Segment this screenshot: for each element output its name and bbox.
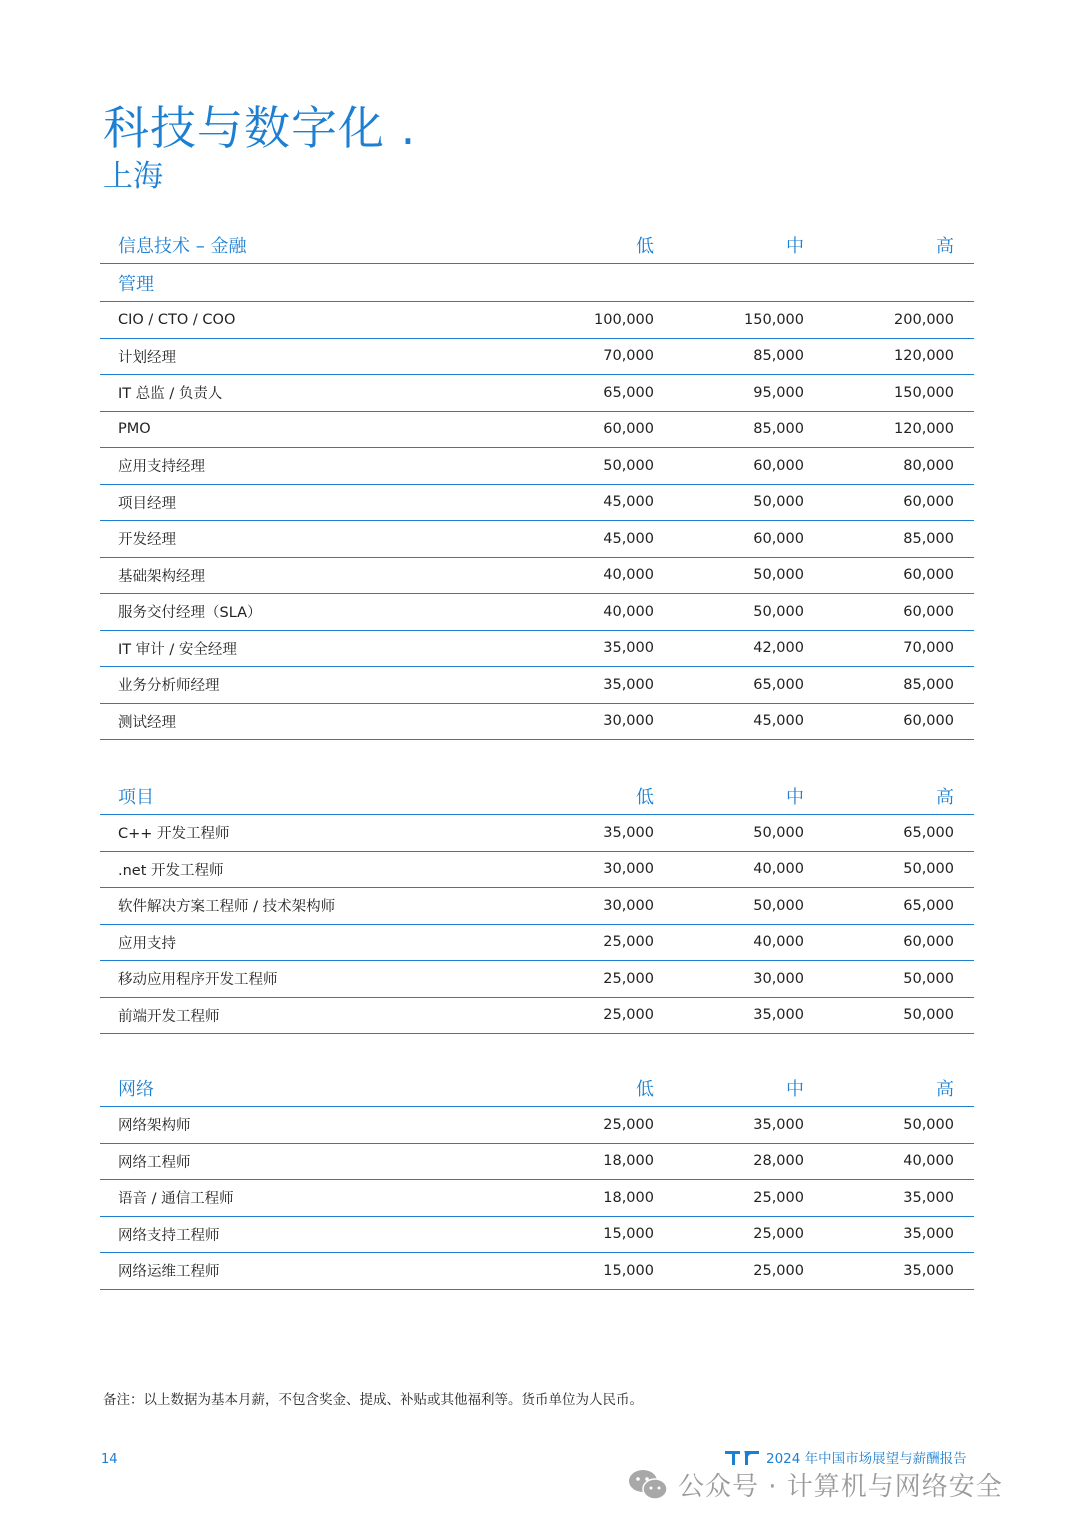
- col-low: 低: [636, 1078, 654, 1100]
- salary-mid-cell: 42,000: [753, 640, 804, 657]
- salary-mid-cell: 65,000: [753, 676, 804, 693]
- col-high: 高: [936, 235, 954, 257]
- salary-low-cell: 25,000: [603, 1116, 654, 1133]
- salary-low-cell: 15,000: [603, 1226, 654, 1243]
- col-mid: 中: [786, 1078, 804, 1100]
- table-row: [100, 998, 974, 1035]
- salary-low-cell: 100,000: [594, 311, 654, 328]
- table-header: [100, 1069, 974, 1107]
- job-title-cell: CIO / CTO / COO: [118, 311, 236, 328]
- col-mid: 中: [786, 235, 804, 257]
- salary-low-cell: 35,000: [603, 676, 654, 693]
- salary-high-cell: 50,000: [903, 970, 954, 987]
- col-high: 高: [936, 1078, 954, 1100]
- col-mid: 中: [786, 786, 804, 808]
- table-row: [100, 1180, 974, 1217]
- salary-low-cell: 30,000: [603, 897, 654, 914]
- salary-high-cell: 85,000: [903, 676, 954, 693]
- salary-low-cell: 35,000: [603, 640, 654, 657]
- job-title-cell: 移动应用程序开发工程师: [118, 972, 278, 989]
- table-row: [100, 448, 974, 485]
- salary-high-cell: 120,000: [894, 348, 954, 365]
- job-title-cell: 应用支持: [118, 935, 176, 952]
- salary-low-cell: 70,000: [603, 348, 654, 365]
- job-title-cell: 前端开发工程师: [118, 1008, 220, 1025]
- salary-low-cell: 60,000: [603, 421, 654, 438]
- salary-high-cell: 50,000: [903, 1007, 954, 1024]
- salary-low-cell: 25,000: [603, 934, 654, 951]
- table-row: [100, 888, 974, 925]
- wechat-icon: [628, 1468, 668, 1502]
- salary-low-cell: 45,000: [603, 494, 654, 511]
- category-row: [100, 264, 974, 302]
- salary-mid-cell: 25,000: [753, 1189, 804, 1206]
- table-row: [100, 412, 974, 449]
- table-row: [100, 1217, 974, 1254]
- salary-high-cell: 120,000: [894, 421, 954, 438]
- page-title: 科技与数字化 .: [103, 101, 417, 155]
- salary-low-cell: 30,000: [603, 861, 654, 878]
- job-title-cell: 基础架构经理: [118, 568, 205, 585]
- job-title-cell: PMO: [118, 421, 151, 438]
- table-row: [100, 339, 974, 376]
- salary-low-cell: 18,000: [603, 1189, 654, 1206]
- salary-high-cell: 60,000: [903, 567, 954, 584]
- salary-mid-cell: 40,000: [753, 934, 804, 951]
- salary-mid-cell: 40,000: [753, 861, 804, 878]
- salary-low-cell: 35,000: [603, 824, 654, 841]
- salary-low-cell: 65,000: [603, 384, 654, 401]
- job-title-cell: IT 审计 / 安全经理: [118, 641, 237, 658]
- salary-low-cell: 50,000: [603, 457, 654, 474]
- table-title: 项目: [118, 786, 154, 808]
- report-footer: [724, 1447, 967, 1467]
- job-title-cell: 网络架构师: [118, 1118, 191, 1135]
- salary-high-cell: 60,000: [903, 494, 954, 511]
- salary-high-cell: 65,000: [903, 897, 954, 914]
- job-title-cell: 网络工程师: [118, 1154, 191, 1171]
- table-row: [100, 815, 974, 852]
- table-title: 网络: [118, 1078, 154, 1100]
- salary-mid-cell: 150,000: [744, 311, 804, 328]
- salary-low-cell: 40,000: [603, 603, 654, 620]
- watermark-text: 公众号 · 计算机与网络安全: [678, 1472, 1003, 1502]
- salary-table-it-finance: [100, 226, 974, 740]
- salary-high-cell: 70,000: [903, 640, 954, 657]
- salary-mid-cell: 25,000: [753, 1226, 804, 1243]
- salary-mid-cell: 45,000: [753, 713, 804, 730]
- salary-low-cell: 15,000: [603, 1262, 654, 1279]
- table-row: [100, 961, 974, 998]
- salary-mid-cell: 50,000: [753, 603, 804, 620]
- category-label: 管理: [118, 273, 154, 295]
- watermark: [628, 1466, 1003, 1503]
- table-body: [100, 1107, 974, 1290]
- table-row: [100, 925, 974, 962]
- salary-mid-cell: 60,000: [753, 457, 804, 474]
- table-row: [100, 631, 974, 668]
- job-title-cell: C++ 开发工程师: [118, 826, 230, 843]
- table-body: [100, 302, 974, 740]
- salary-low-cell: 18,000: [603, 1153, 654, 1170]
- job-title-cell: 网络支持工程师: [118, 1227, 220, 1244]
- salary-mid-cell: 95,000: [753, 384, 804, 401]
- page-subtitle: 上海: [103, 159, 163, 194]
- table-row: [100, 302, 974, 339]
- job-title-cell: 项目经理: [118, 495, 176, 512]
- salary-high-cell: 40,000: [903, 1153, 954, 1170]
- salary-high-cell: 85,000: [903, 530, 954, 547]
- salary-mid-cell: 50,000: [753, 897, 804, 914]
- salary-mid-cell: 35,000: [753, 1116, 804, 1133]
- job-title-cell: 测试经理: [118, 714, 176, 731]
- job-title-cell: 语音 / 通信工程师: [118, 1191, 234, 1208]
- table-row: [100, 375, 974, 412]
- footnote: 备注：以上数据为基本月薪，不包含奖金、提成、补贴或其他福利等。货币单位为人民币。: [103, 1392, 643, 1408]
- salary-mid-cell: 28,000: [753, 1153, 804, 1170]
- salary-high-cell: 35,000: [903, 1262, 954, 1279]
- salary-high-cell: 50,000: [903, 1116, 954, 1133]
- job-title-cell: 软件解决方案工程师 / 技术架构师: [118, 899, 336, 916]
- salary-high-cell: 60,000: [903, 713, 954, 730]
- salary-mid-cell: 50,000: [753, 494, 804, 511]
- job-title-cell: 计划经理: [118, 349, 176, 366]
- table-row: [100, 704, 974, 741]
- table-row: [100, 1253, 974, 1290]
- table-row: [100, 1144, 974, 1181]
- brand-logo-icon: [724, 1448, 760, 1466]
- page-number: 14: [101, 1452, 118, 1467]
- table-body: [100, 815, 974, 1034]
- table-title: 信息技术 – 金融: [118, 235, 247, 257]
- job-title-cell: .net 开发工程师: [118, 862, 224, 879]
- table-row: [100, 852, 974, 889]
- table-header: [100, 777, 974, 815]
- job-title-cell: 应用支持经理: [118, 459, 205, 476]
- salary-high-cell: 35,000: [903, 1226, 954, 1243]
- job-title-cell: 开发经理: [118, 532, 176, 549]
- salary-high-cell: 65,000: [903, 824, 954, 841]
- salary-table-network: [100, 1069, 974, 1290]
- salary-low-cell: 40,000: [603, 567, 654, 584]
- salary-mid-cell: 50,000: [753, 824, 804, 841]
- table-header: [100, 226, 974, 264]
- footer-text: 2024 年中国市场展望与薪酬报告: [766, 1451, 967, 1467]
- salary-high-cell: 80,000: [903, 457, 954, 474]
- table-row: [100, 521, 974, 558]
- salary-low-cell: 45,000: [603, 530, 654, 547]
- salary-mid-cell: 60,000: [753, 530, 804, 547]
- salary-mid-cell: 85,000: [753, 421, 804, 438]
- salary-low-cell: 25,000: [603, 1007, 654, 1024]
- salary-mid-cell: 85,000: [753, 348, 804, 365]
- salary-high-cell: 60,000: [903, 603, 954, 620]
- salary-low-cell: 30,000: [603, 713, 654, 730]
- table-row: [100, 485, 974, 522]
- table-row: [100, 558, 974, 595]
- job-title-cell: 业务分析师经理: [118, 678, 220, 695]
- job-title-cell: 服务交付经理（SLA）: [118, 605, 262, 622]
- col-low: 低: [636, 786, 654, 808]
- salary-high-cell: 35,000: [903, 1189, 954, 1206]
- salary-mid-cell: 25,000: [753, 1262, 804, 1279]
- job-title-cell: IT 总监 / 负责人: [118, 386, 223, 403]
- salary-high-cell: 150,000: [894, 384, 954, 401]
- salary-table-projects: [100, 777, 974, 1034]
- salary-mid-cell: 50,000: [753, 567, 804, 584]
- salary-high-cell: 200,000: [894, 311, 954, 328]
- salary-high-cell: 50,000: [903, 861, 954, 878]
- table-row: [100, 594, 974, 631]
- job-title-cell: 网络运维工程师: [118, 1264, 220, 1281]
- col-low: 低: [636, 235, 654, 257]
- col-high: 高: [936, 786, 954, 808]
- table-row: [100, 1107, 974, 1144]
- salary-mid-cell: 35,000: [753, 1007, 804, 1024]
- salary-mid-cell: 30,000: [753, 970, 804, 987]
- salary-high-cell: 60,000: [903, 934, 954, 951]
- table-row: [100, 667, 974, 704]
- salary-low-cell: 25,000: [603, 970, 654, 987]
